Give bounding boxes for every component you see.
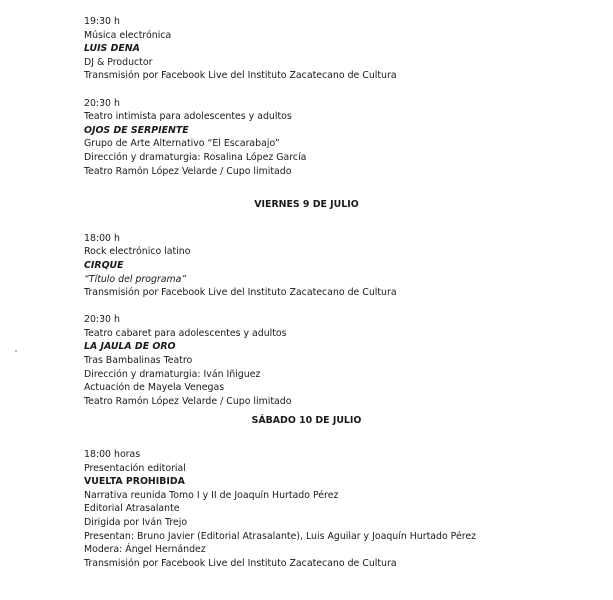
event-detail: Editorial Atrasalante xyxy=(84,503,180,515)
event-detail: Actuación de Mayela Venegas xyxy=(84,382,225,394)
event-detail: Transmisión por Facebook Live del Instituto Zacatecano de Cultura xyxy=(84,557,397,569)
event-detail: Narrativa reunida Tomo I y II de Joaquín Hurtado Pérez xyxy=(84,489,339,501)
event-detail: Tras Bambalinas Teatro xyxy=(84,355,193,367)
program-document xyxy=(84,15,584,570)
event-detail: Presentan: Bruno Javier (Editorial Atrasalante), Luis Aguilar y Joaquín Hurtado Pérez xyxy=(84,530,477,542)
event-genre: Presentación editorial xyxy=(84,462,186,474)
event-detail: DJ & Productor xyxy=(84,56,153,68)
event-genre: Rock electrónico latino xyxy=(84,246,191,258)
event-title: LUIS DENA xyxy=(84,43,140,55)
event-detail: Teatro Ramón López Velarde / Cupo limitado xyxy=(84,165,292,177)
event-genre: Teatro intimista para adolescentes y adultos xyxy=(84,111,292,123)
event-genre: Música electrónica xyxy=(84,29,172,41)
day-heading: VIERNES 9 DE JULIO xyxy=(254,199,359,211)
event-detail: Modera: Ángel Hernández xyxy=(84,544,206,556)
event-detail: Transmisión por Facebook Live del Instituto Zacatecano de Cultura xyxy=(84,70,397,82)
event-detail: Dirección y dramaturgia: Iván Iñiguez xyxy=(84,368,261,380)
event-detail: Dirección y dramaturgia: Rosalina López García xyxy=(84,151,307,163)
event-la-jaula-de-oro xyxy=(84,313,584,408)
event-title: VUELTA PROHIBIDA xyxy=(84,476,185,488)
event-ojos-de-serpiente xyxy=(84,97,584,179)
event-time: 18:00 h xyxy=(84,232,120,244)
margin-mark xyxy=(15,350,17,352)
event-title: OJOS DE SERPIENTE xyxy=(84,124,189,136)
event-detail: Transmisión por Facebook Live del Instituto Zacatecano de Cultura xyxy=(84,287,397,299)
event-genre: Teatro cabaret para adolescentes y adultos xyxy=(84,327,287,339)
event-detail: Grupo de Arte Alternativo “El Escarabajo” xyxy=(84,138,280,150)
day-heading: SÁBADO 10 DE JULIO xyxy=(251,415,362,427)
event-luis-dena xyxy=(84,15,584,83)
event-time: 20:30 h xyxy=(84,314,120,326)
event-subtitle: “Título del programa” xyxy=(84,273,187,285)
event-vuelta-prohibida xyxy=(84,448,584,570)
event-time: 20:30 h xyxy=(84,97,120,109)
event-title: LA JAULA DE ORO xyxy=(84,341,176,353)
event-title: CIRQUE xyxy=(84,259,124,271)
event-cirque xyxy=(84,232,584,300)
event-time: 19:30 h xyxy=(84,16,120,27)
event-detail: Dirigida por Iván Trejo xyxy=(84,517,188,528)
event-time: 18:00 horas xyxy=(84,449,141,461)
event-detail: Teatro Ramón López Velarde / Cupo limitado xyxy=(84,395,292,407)
